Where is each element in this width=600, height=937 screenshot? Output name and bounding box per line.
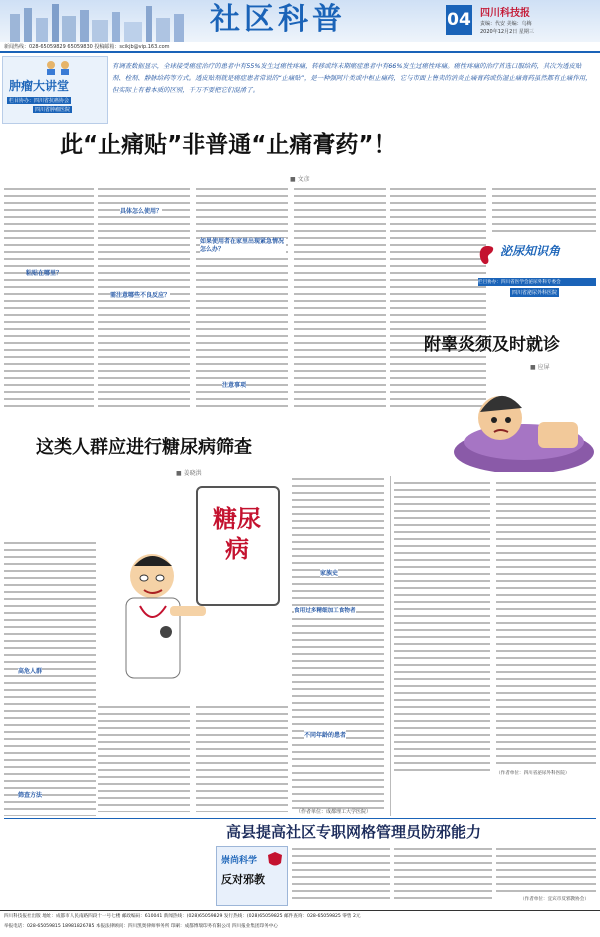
footer-line2: 举报电话：028-65059815 18981826785 本报法律顾问：四川凯奥律师事务所 印刷：成都博瑞印务有限公司 四川报业集团印务中心 [4, 924, 278, 929]
article3-author: ■ 姜晓洪 [176, 470, 202, 477]
article3-subhead5: 不同年龄的患者 [304, 732, 347, 739]
page-number: 04 [447, 10, 471, 30]
article3-col1 [4, 540, 96, 816]
kidney-icon [476, 244, 498, 266]
article1-col3 [196, 186, 288, 410]
article1-col1 [4, 186, 94, 410]
editor-meta: 责编：代安 美编：乌梅 [480, 21, 532, 27]
article3-col4 [292, 476, 384, 812]
people-icon [43, 59, 73, 75]
article4-title: 高县提高社区专职网格管理员防邪能力 [226, 823, 482, 841]
date-meta: 2020年12月2日 星期三 [480, 29, 534, 35]
article2-col1 [394, 480, 490, 776]
article2-credit: （作者单位：四川省泌尿外科医院） [496, 771, 570, 776]
article3-subhead3: 食用过多精细加工食物者 [294, 608, 356, 614]
column-logo-sub1: 栏目协办：四川省抗癌协会 [9, 98, 70, 104]
skyline-illustration [0, 0, 200, 42]
article2-col2 [496, 480, 596, 766]
footer-line1: 四川科技报社出版 地址：成都市人民南路四段十一号七楼 邮政编码：610041 新闻热线：(028)65059829 发行热线：(028)65059825 邮件查询：028-65059825 零售 2元 [4, 914, 361, 919]
urology-logo [474, 238, 596, 302]
article4-logo-line2: 反对邪教 [221, 873, 265, 886]
article1-author: ■ 文彦 [290, 176, 310, 183]
article4-col1 [292, 846, 390, 902]
urology-logo-sub2: 四川省泌尿外科医院 [512, 290, 558, 296]
article3-subhead1: 高危人群 [18, 668, 43, 675]
urology-logo-title: 泌尿知识角 [500, 244, 561, 258]
article3-title: 这类人群应进行糖尿病筛查 [36, 437, 252, 458]
header-divider [0, 51, 600, 53]
article4-col3 [496, 846, 596, 894]
doctor-figure [100, 536, 210, 696]
page-number-badge [446, 5, 472, 35]
column-divider [390, 476, 391, 816]
column-logo-sub2: 四川省肿瘤医院 [35, 107, 71, 113]
article3-col3 [196, 704, 288, 812]
section-title: 社区科普 [210, 2, 346, 37]
article3-subhead4: 家族史 [320, 570, 339, 577]
article3-subhead2: 筛查方法 [18, 792, 43, 799]
urology-logo-sub1: 栏目协办：四川省医学会泌尿外科专委会 [478, 278, 596, 286]
article2-author: ■ 应屏 [530, 364, 550, 371]
article4-col2 [394, 846, 492, 902]
diabetes-illustration [100, 476, 286, 702]
article4-credit: （作者单位：宜宾市反邪教协会） [520, 897, 589, 902]
contact-line: 新闻热线：028-65059829 65059830 投稿邮箱：scikjb@vip.163.com [4, 44, 170, 50]
footer-divider [0, 910, 600, 911]
article3-credit: （作者单位：成都理工大学医院） [296, 809, 372, 815]
intro-paragraph: 有调查数据显示，全球接受癌症治疗的患者中有55%发生过癌性疼痛，转移或终末期癌症患者中有66%发生过癌性疼痛。癌性疼痛的治疗首选口服给药，其次为透皮贴剂、栓剂、静脉给药等方式。透皮贴剂就是癌症患者常说的“止痛贴”，是一种强阿片类或中枢止痛药，它与市面上售卖的消炎止痛膏药或伤湿止痛膏药虽然都有止痛作用，但实际上有着本质的区别，千万不要把它们混淆了。 [112, 62, 592, 94]
article1-subhead5: 注意事项 [222, 382, 247, 389]
article1-subhead4: 如果使用者在家里出现紧急情况怎么办？ [200, 238, 285, 253]
paper-name: 四川科技报 [480, 8, 530, 19]
article3-col2 [98, 704, 190, 812]
article4-logo-line1: 崇尚科学 [221, 856, 258, 866]
sick-man-illustration [452, 372, 596, 472]
article4-top-divider [4, 818, 596, 819]
article2-title: 附睾炎须及时就诊 [424, 335, 560, 355]
article1-col6 [492, 186, 596, 232]
column-logo-title: 肿瘤大讲堂 [9, 79, 70, 93]
masthead [0, 0, 600, 42]
column-logo [2, 56, 108, 124]
article1-subhead3: 需注意哪些不良反应？ [110, 292, 171, 299]
article1-title: 此“止痛贴”非普通“止痛膏药”！ [60, 132, 397, 158]
shield-icon [267, 851, 283, 869]
article1-subhead1: 粘贴在哪里？ [26, 270, 63, 277]
article4-logo [216, 846, 288, 906]
diabetes-illustration-text: 糖尿病 [213, 504, 261, 563]
article1-subhead2: 具体怎么使用？ [120, 208, 163, 215]
article1-col4 [294, 186, 386, 410]
